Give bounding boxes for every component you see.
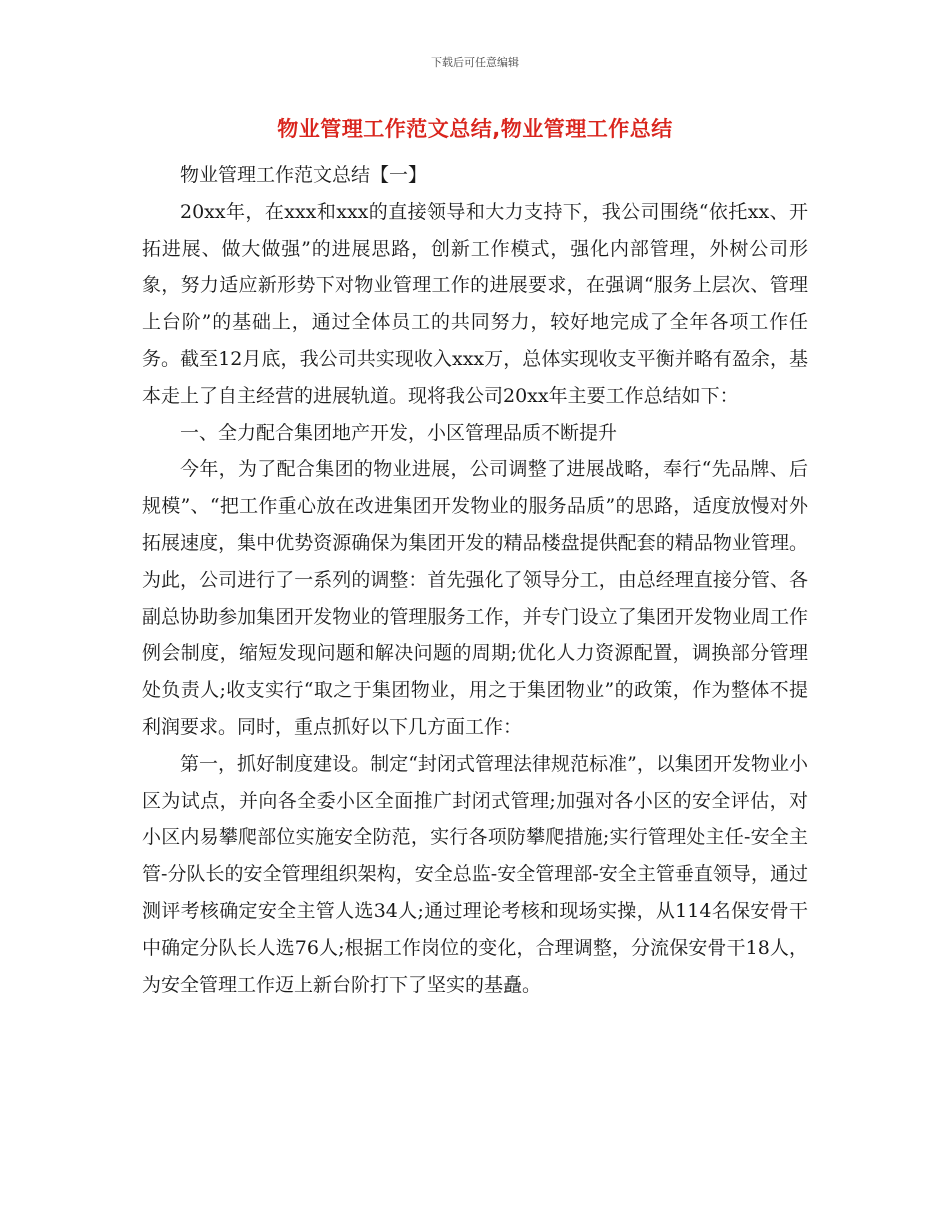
paragraph-strategy: 今年，为了配合集团的物业进展，公司调整了进展战略，奉行“先品牌、后规模”、“把工作重心放在改进集团开发物业的服务品质”的思路，适度放慢对外拓展速度，集中优势资源确保为集团开发的精品楼盘提供配套的精品物业管理。为此，公司进行了一系列的调整：首先强化了领导分工，由总经理直接分管、各副总协助参加集团开发物业的管理服务工作，并专门设立了集团开发物业周工作例会制度，缩短发现问题和解决问题的周期;优化人力资源配置，调换部分管理处负责人;收支实行“取之于集团物业，用之于集团物业”的政策，作为整体不提利润要求。同时，重点抓好以下几方面工作： <box>142 458 808 738</box>
paragraph-intro: 20xx年，在xxx和xxx的直接领导和大力支持下，我公司围绕“依托xx、开拓进展、做大做强”的进展思路，创新工作模式，强化内部管理，外树公司形象，努力适应新形势下对物业管理工作的进展要求，在强调“服务上层次、管理上台阶”的基础上，通过全体员工的共同努力，较好地完成了全年各项工作任务。截至12月底，我公司共实现收入xxx万，总体实现收支平衡并略有盈余，基本走上了自主经营的进展轨道。现将我公司20xx年主要工作总结如下： <box>142 200 808 407</box>
header-note: 下载后可任意编辑 <box>431 56 519 69</box>
paragraph-institution-building: 第一，抓好制度建设。制定“封闭式管理法律规范标准”，以集团开发物业小区为试点，并向各全委小区全面推广封闭式管理;加强对各小区的安全评估，对小区内易攀爬部位实施安全防范，实行各项防攀爬措施;实行管理处主任-安全主管-分队长的安全管理组织架构，安全总监-安全管理部-安全主管垂直领导，通过测评考核确定安全主管人选34人;通过理论考核和现场实操，从114名保安骨干中确定分队长人选76人;根据工作岗位的变化，合理调整，分流保安骨干18人，为安全管理工作迈上新台阶打下了坚实的基矗。 <box>142 752 808 996</box>
document-body <box>142 157 808 1003</box>
subsection-heading: 一、全力配合集团地产开发，小区管理品质不断提升 <box>180 421 618 444</box>
section-heading: 物业管理工作范文总结【一】 <box>180 164 428 186</box>
document-title: 物业管理工作范文总结,物业管理工作总结 <box>277 117 673 141</box>
